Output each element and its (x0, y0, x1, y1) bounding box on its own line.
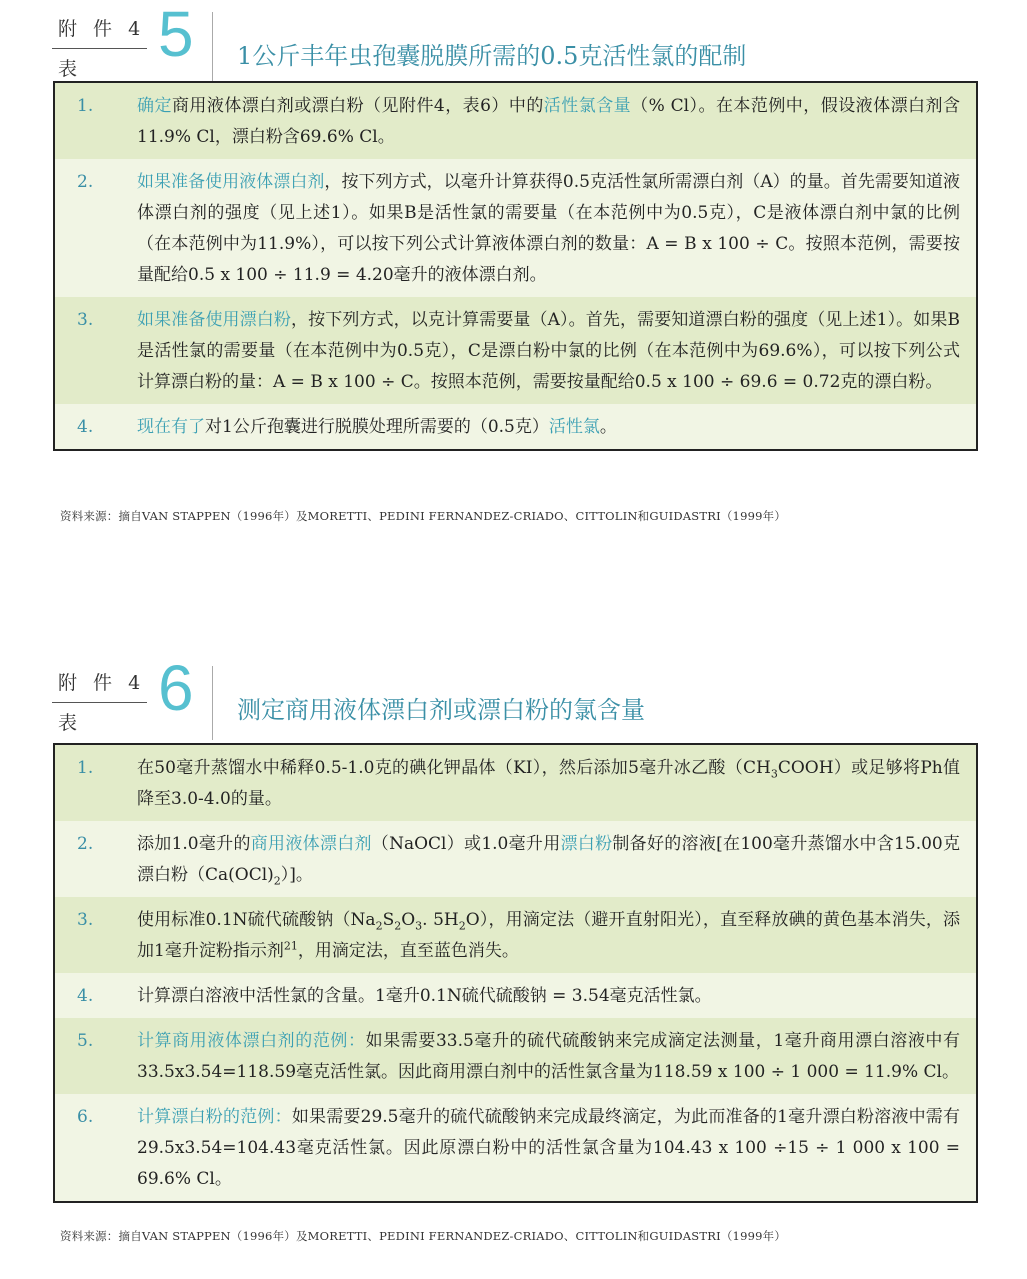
table-row (55, 821, 976, 897)
table5-label-divider (52, 48, 147, 49)
row-text: 确定商用液体漂白剂或漂白粉（见附件4，表6）中的活性氯含量（% Cl）。在本范例中，假设液体漂白剂含11.9% Cl，漂白粉含69.6% Cl。 (137, 96, 960, 147)
row-number: 1. (77, 96, 94, 116)
row-text: 计算漂白粉的范例：如果需要29.5毫升的硫代硫酸钠来完成最终滴定，为此而准备的1毫升漂白粉溶液中需有29.5x3.54=104.43毫克活性氯。因此原漂白粉中的活性氯含量为104.43 x 100 ÷15 ÷ 1 000 x 100 = 69.6% Cl。 (137, 1107, 960, 1189)
table5-source: 资料来源：摘自VAN STAPPEN（1996年）及MORETTI、PEDINI FERNANDEZ-CRIADO、CITTOLIN和GUIDASTRI（1999年） (60, 509, 787, 523)
row-number: 2. (77, 172, 94, 192)
row-number: 4. (77, 417, 94, 437)
highlight-text: 活性氯 (548, 417, 600, 437)
table6-label-divider (52, 702, 147, 703)
row-text: 计算商用液体漂白剂的范例：如果需要33.5毫升的硫代硫酸钠来完成滴定法测量，1毫升商用漂白溶液中有33.5x3.54=118.59毫克活性氯。因此商用漂白剂中的活性氯含量为118.59 x 100 ÷ 1 000 = 11.9% Cl。 (137, 1031, 960, 1082)
row-text: 现在有了对1公斤孢囊进行脱膜处理所需要的（0.5克）活性氯。 (137, 417, 617, 437)
row-text: 添加1.0毫升的商用液体漂白剂（NaOCl）或1.0毫升用漂白粉制备好的溶液[在100毫升蒸馏水中含15.00克漂白粉$(Ca(OCl)_2)$]。 (137, 834, 961, 888)
table-row (55, 1018, 976, 1094)
highlight-text: 如果准备使用液体漂白剂 (137, 172, 325, 192)
row-number: 2. (77, 834, 94, 854)
highlight-text: 如果准备使用漂白粉 (137, 310, 291, 330)
highlight-text: 现在有了 (137, 417, 205, 437)
table-row (55, 897, 976, 973)
highlight-text: 计算漂白粉的范例： (137, 1107, 292, 1127)
row-number: 5. (77, 1031, 94, 1051)
table-row (55, 297, 976, 404)
row-text: 如果准备使用液体漂白剂，按下列方式，以毫升计算获得0.5克活性氯所需漂白剂（A）的量。首先需要知道液体漂白剂的强度（见上述1）。如果B是活性氯的需要量（在本范例中为0.5克），C是液体漂白剂中氯的比例（在本范例中为11.9%），可以按下列公式计算液体漂白剂的数量：A = B x 100 ÷ C。按照本范例，需要按量配给0.5 x 100 ÷ 11.9 = 4.20毫升的液体漂白剂。 (137, 172, 961, 285)
highlight-text: 计算商用液体漂白剂的范例： (137, 1031, 366, 1051)
highlight-text: 确定 (137, 96, 172, 116)
table-row (55, 159, 976, 297)
highlight-text: 活性氯含量 (543, 96, 632, 116)
table-row (55, 745, 976, 821)
highlight-text: 商用液体漂白剂 (250, 834, 372, 854)
table6-number: 6 (158, 652, 194, 724)
table5-header (52, 0, 992, 88)
row-text: 在50毫升蒸馏水中稀释0.5-1.0克的碘化钾晶体（KI），然后添加5毫升冰乙酸$(CH_3COOH)$或足够将Ph值降至3.0-4.0的量。 (137, 758, 961, 809)
table6-header (52, 652, 992, 742)
table6-label: 附 件 4 (58, 672, 146, 694)
table6-vertical-divider (212, 666, 213, 740)
row-number: 1. (77, 758, 94, 778)
table5-label: 附 件 4 (58, 18, 146, 40)
table6-source: 资料来源：摘自VAN STAPPEN（1996年）及MORETTI、PEDINI FERNANDEZ-CRIADO、CITTOLIN和GUIDASTRI（1999年） (60, 1229, 787, 1243)
row-number: 3. (77, 910, 94, 930)
footnote-ref: 21 (283, 939, 298, 953)
table5-vertical-divider (212, 12, 213, 86)
table6-title: 测定商用液体漂白剂或漂白粉的氯含量 (237, 696, 645, 724)
table-row (55, 83, 976, 159)
row-number: 4. (77, 986, 94, 1006)
highlight-text: 漂白粉 (560, 834, 613, 854)
table5 (53, 81, 978, 451)
table5-title: 1公斤丰年虫孢囊脱膜所需的0.5克活性氯的配制 (237, 42, 747, 70)
row-text: 计算漂白溶液中活性氯的含量。1毫升0.1N硫代硫酸钠 = 3.54毫克活性氯。 (137, 986, 712, 1006)
row-text: 如果准备使用漂白粉，按下列方式，以克计算需要量（A）。首先，需要知道漂白粉的强度（见上述1）。如果B是活性氯的需要量（在本范例中为0.5克），C是漂白粉中氯的比例（在本范例中为69.6%），可以按下列公式计算漂白粉的量：A = B x 100 ÷ C。按照本范例，需要按量配给0.5 x 100 ÷ 69.6 = 0.72克的漂白粉。 (137, 310, 960, 392)
table-row (55, 1094, 976, 1201)
table6 (53, 743, 978, 1203)
table5-sublabel: 表 (58, 58, 78, 80)
row-number: 3. (77, 310, 94, 330)
table-row (55, 973, 976, 1018)
table6-sublabel: 表 (58, 712, 78, 734)
table5-number: 5 (158, 0, 194, 70)
row-number: 6. (77, 1107, 94, 1127)
row-text: 使用标准0.1N硫代硫酸钠（$Na_2S_2O_3$. $5H_2O$），用滴定法（避开直射阳光），直至释放碘的黄色基本消失，添加1毫升淀粉指示剂$^{21}$，用滴定法，直至蓝色消失。 (137, 910, 961, 961)
table-row (55, 404, 976, 449)
